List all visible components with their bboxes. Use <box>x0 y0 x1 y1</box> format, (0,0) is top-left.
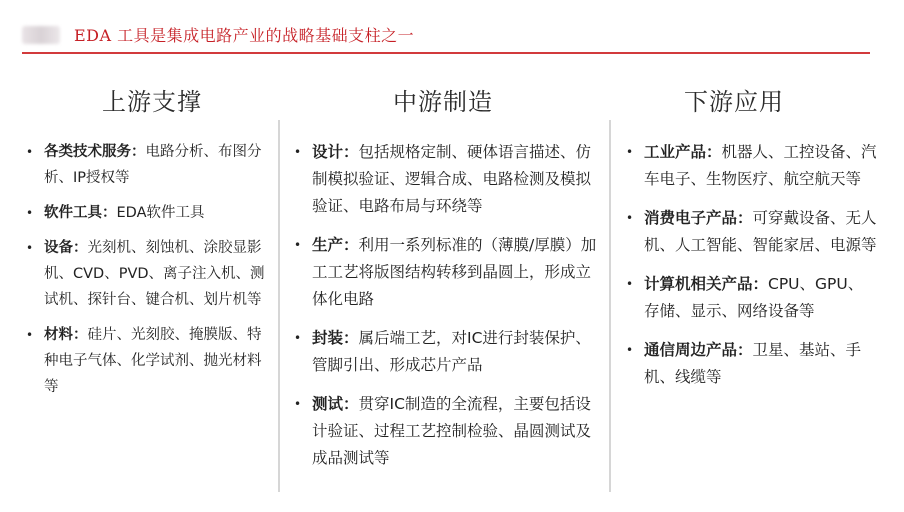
item-text: 电路分析、布图分析、IP授权等 <box>44 144 262 186</box>
item-list <box>24 139 266 400</box>
list-item <box>24 322 266 400</box>
list-item <box>292 391 604 472</box>
bullet-icon: • <box>26 206 34 220</box>
list-item <box>624 139 878 193</box>
bullet-icon: • <box>26 145 34 159</box>
item-text: 贯穿IC制造的全流程，主要包括设计验证、过程工艺控制检验、晶圆测试及成品测试等 <box>312 395 592 467</box>
midstream-column <box>292 82 604 484</box>
upstream-column <box>24 82 266 409</box>
bullet-icon: • <box>294 145 302 159</box>
bullet-icon: • <box>626 211 634 225</box>
item-label: 软件工具： <box>44 205 117 221</box>
bullet-icon: • <box>626 277 634 291</box>
item-label: 设备： <box>44 240 88 256</box>
bullet-icon: • <box>626 145 634 159</box>
item-text: CPU、GPU、存储、显示、网络设备等 <box>644 275 864 320</box>
item-label: 材料： <box>44 327 88 343</box>
item-text: 机器人、工控设备、汽车电子、生物医疗、航空航天等 <box>644 143 877 188</box>
downstream-column <box>624 82 878 403</box>
item-text: 利用一系列标准的（薄膜/厚膜）加工工艺将版图结构转移到晶圆上，形成立体化电路 <box>312 236 597 308</box>
list-item <box>292 325 604 379</box>
bullet-icon: • <box>294 238 302 252</box>
item-label: 测试： <box>312 395 359 413</box>
list-item <box>24 139 266 191</box>
column-heading: 下游应用 <box>684 88 784 116</box>
item-list <box>624 139 878 391</box>
blurred-logo <box>22 26 60 44</box>
item-label: 消费电子产品： <box>644 209 753 227</box>
bullet-icon: • <box>294 397 302 411</box>
item-label: 封装： <box>312 329 359 347</box>
page-title: EDA 工具是集成电路产业的战略基础支柱之一 <box>74 26 415 45</box>
item-label: 生产： <box>312 236 359 254</box>
column-divider <box>278 120 280 492</box>
item-text: 包括规格定制、硬体语言描述、仿制模拟验证、逻辑合成、电路检测及模拟验证、电路布局与环绕等 <box>312 143 592 215</box>
column-heading: 上游支撑 <box>102 88 202 116</box>
header-divider <box>22 52 870 54</box>
item-label: 工业产品： <box>644 143 722 161</box>
list-item <box>624 271 878 325</box>
bullet-icon: • <box>294 331 302 345</box>
column-divider <box>609 120 611 492</box>
list-item <box>292 232 604 313</box>
item-text: EDA软件工具 <box>116 205 205 221</box>
item-text: 属后端工艺，对IC进行封装保护、管脚引出、形成芯片产品 <box>312 329 591 374</box>
list-item <box>292 139 604 220</box>
item-text: 光刻机、刻蚀机、涂胶显影机、CVD、PVD、离子注入机、测试机、探针台、键合机、划片机等 <box>44 240 265 308</box>
item-text: 可穿戴设备、无人机、人工智能、智能家居、电源等 <box>644 209 877 254</box>
list-item <box>24 235 266 313</box>
item-label: 计算机相关产品： <box>644 275 769 293</box>
column-heading: 中游制造 <box>393 88 493 116</box>
item-text: 硅片、光刻胶、掩膜版、特种电子气体、化学试剂、抛光材料等 <box>44 327 262 395</box>
list-item <box>24 200 266 226</box>
item-label: 各类技术服务： <box>44 144 146 160</box>
bullet-icon: • <box>26 328 34 342</box>
bullet-icon: • <box>26 241 34 255</box>
item-list <box>292 139 604 472</box>
item-label: 通信周边产品： <box>644 341 753 359</box>
item-label: 设计： <box>312 143 359 161</box>
item-text: 卫星、基站、手机、线缆等 <box>644 341 862 386</box>
list-item <box>624 337 878 391</box>
list-item <box>624 205 878 259</box>
bullet-icon: • <box>626 343 634 357</box>
